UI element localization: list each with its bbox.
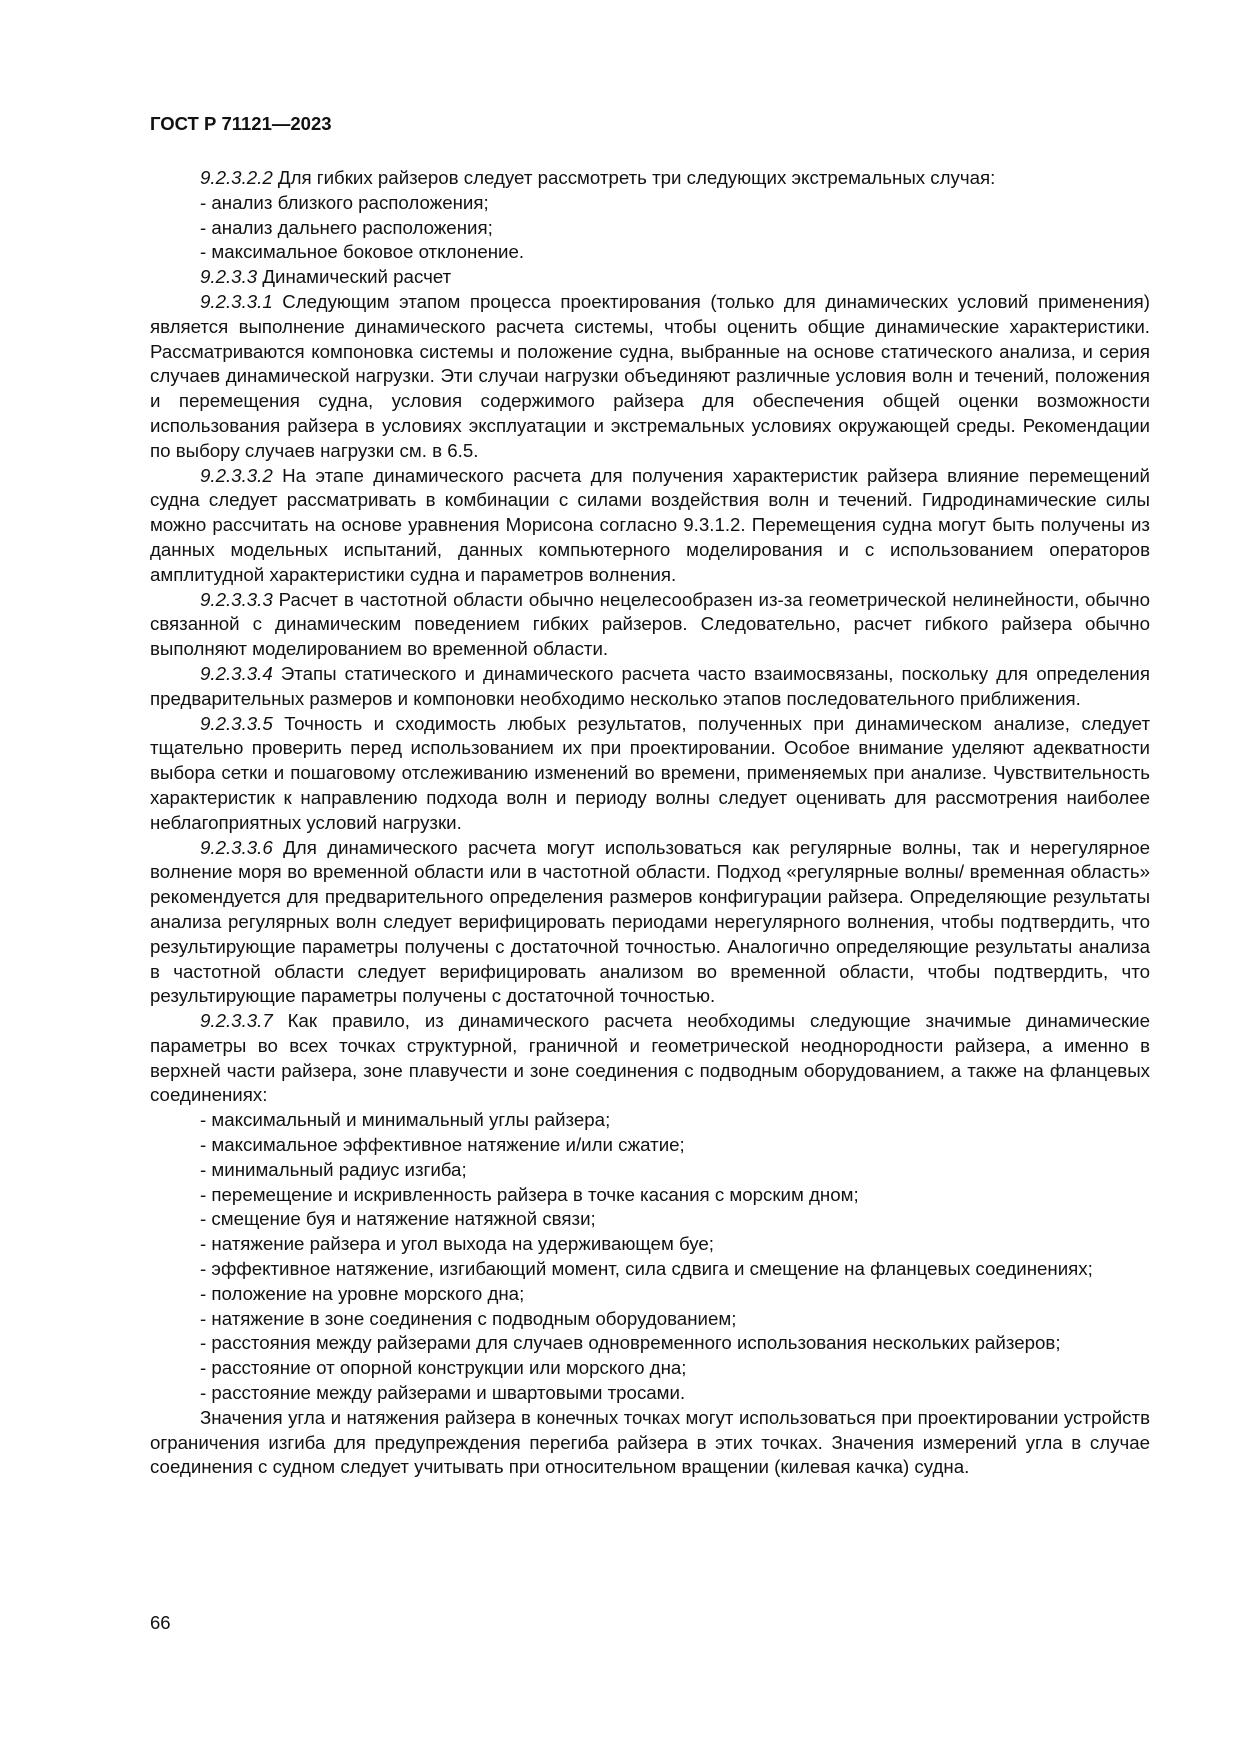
list-item-text: - расстояние между райзерами и швартовыми тросами.: [200, 1382, 686, 1404]
page-number: 66: [150, 1612, 171, 1633]
list-item-text: - максимальное эффективное натяжение и/или сжатие;: [200, 1134, 685, 1156]
clause-paragraph: [150, 836, 1150, 1010]
clause-paragraph: [150, 588, 1150, 662]
document-header: ГОСТ Р 71121—2023: [150, 113, 332, 134]
list-item-text: - анализ близкого расположения;: [200, 191, 489, 213]
list-item: [150, 1232, 1150, 1257]
clause-text: Точность и сходимость любых результатов, полученных при динамическом анализе, следует тщательно проверить перед использованием их при проектировании. Особое внимание уделяют адекватности выбора сетки и пошаговому отслеживанию изменений во времени, применяемых при анализе. Чувствительность характеристик к направлению подхода волн и периоду волны следует оценивать для рассмотрения наиболее неблагоприятных условий нагрузки.: [150, 712, 1150, 833]
clause-paragraph: [150, 290, 1150, 464]
list-item: [150, 1331, 1150, 1356]
clause-paragraph: [150, 662, 1150, 712]
list-item-text: - эффективное натяжение, изгибающий момент, сила сдвига и смещение на фланцевых соединениях;: [200, 1258, 1093, 1280]
list-item-text: - натяжение райзера и угол выхода на удерживающем буе;: [200, 1233, 715, 1255]
list-item: [150, 1307, 1150, 1332]
clause-number: 9.2.3.3: [200, 266, 258, 288]
clause-number: 9.2.3.2.2: [200, 167, 273, 188]
clause-number: 9.2.3.3.1: [200, 290, 273, 312]
clause-heading: [150, 265, 1150, 290]
body-paragraph: [150, 1406, 1150, 1480]
list-item: [150, 1133, 1150, 1158]
list-item: [150, 1282, 1150, 1307]
clause-text: Следующим этапом процесса проектирования (только для динамических условий применения) является выполнение динамического расчета системы, чтобы оценить общие динамические характеристики. Рассматриваются компоновка системы и положение судна, выбранные на основе статического анализа, и серия случаев динамической нагрузки. Эти случаи нагрузки объединяют различные условия волн и течений, положения и перемещения судна, условия содержимого райзера для обеспечения общей оценки возможности использования райзера в условиях эксплуатации и экстремальных условиях окружающей среды. Рекомендации по выбору случаев нагрузки см. в 6.5.: [150, 290, 1150, 461]
clause-number: 9.2.3.3.3: [200, 588, 273, 610]
document-page: [150, 112, 1150, 1480]
list-item: [150, 1356, 1150, 1381]
clause-paragraph: [150, 1009, 1150, 1108]
clause-text: Для гибких райзеров следует рассмотреть три следующих экстремальных случая:: [272, 167, 996, 188]
list-item-text: - перемещение и искривленность райзера в точке касания с морским дном;: [200, 1183, 859, 1205]
clause-text: Для динамического расчета могут использоваться как регулярные волны, так и нерегулярное волнение моря во временной области или в частотной области. Подход «регулярные волны/ временная область» рекомендуется для предварительного определения размеров конфигурации райзера. Определяющие результаты анализа регулярных волн следует верифицировать периодами нерегулярного волнения, чтобы подтвердить, что результирующие параметры получены с достаточной точностью. Аналогично определяющие результаты анализа в частотной области следует верифицировать анализом во временной области, чтобы подтвердить, что результирующие параметры получены с достаточной точностью.: [150, 836, 1150, 1007]
list-item-text: - анализ дальнего расположения;: [200, 216, 493, 238]
clause-paragraph: [150, 712, 1150, 836]
list-item-text: - положение на уровне морского дна;: [200, 1282, 525, 1304]
list-item-text: - минимальный радиус изгиба;: [200, 1158, 467, 1180]
clause-paragraph: [150, 166, 1150, 191]
clause-number: 9.2.3.3.4: [200, 662, 273, 684]
list-item: [150, 191, 1150, 216]
list-item: [150, 1381, 1150, 1406]
list-item: [150, 240, 1150, 265]
list-item-text: - натяжение в зоне соединения с подводным оборудованием;: [200, 1307, 737, 1329]
list-item: [150, 1158, 1150, 1183]
clause-text: Динамический расчет: [257, 266, 452, 288]
list-item: [150, 1257, 1150, 1282]
clause-text: Этапы статического и динамического расчета часто взаимосвязаны, поскольку для определения предварительных размеров и компоновки необходимо несколько этапов последовательного приближения.: [150, 662, 1150, 709]
clause-number: 9.2.3.3.7: [200, 1010, 273, 1032]
clause-number: 9.2.3.3.6: [200, 836, 273, 858]
list-item: [150, 1183, 1150, 1208]
clause-text: Расчет в частотной области обычно нецелесообразен из-за геометрической нелинейности, обычно связанной с динамическим поведением гибких райзеров. Следовательно, расчет гибкого райзера обычно выполняют моделированием во временной области.: [150, 588, 1150, 660]
paragraph-text: Значения угла и натяжения райзера в конечных точках могут использоваться при проектировании устройств ограничения изгиба для предупреждения перегиба райзера в этих точках. Значения измерений угла в случае соединения с судном следует учитывать при относительном вращении (килевая качка) судна.: [150, 1406, 1150, 1478]
list-item-text: - расстояния между райзерами для случаев одновременного использования нескольких райзеров;: [200, 1332, 1061, 1354]
list-item: [150, 1207, 1150, 1232]
clause-number: 9.2.3.3.2: [200, 464, 273, 486]
clause-paragraph: [150, 464, 1150, 588]
list-item: [150, 216, 1150, 241]
list-item: [150, 1108, 1150, 1133]
list-item-text: - максимальное боковое отклонение.: [200, 241, 525, 263]
clause-text: На этапе динамического расчета для получения характеристик райзера влияние перемещений судна следует рассматривать в комбинации с силами воздействия волн и течений. Гидродинамические силы можно рассчитать на основе уравнения Морисона согласно 9.3.1.2. Перемещения судна могут быть получены из данных модельных испытаний, данных компьютерного моделирования и с использованием операторов амплитудной характеристики судна и параметров волнения.: [150, 464, 1150, 585]
list-item-text: - смещение буя и натяжение натяжной связи;: [200, 1208, 596, 1230]
list-item-text: - максимальный и минимальный углы райзера;: [200, 1109, 611, 1131]
clause-number: 9.2.3.3.5: [200, 712, 273, 734]
list-item-text: - расстояние от опорной конструкции или морского дна;: [200, 1357, 687, 1379]
document-body: [150, 166, 1150, 1480]
clause-text: Как правило, из динамического расчета необходимы следующие значимые динамические параметры во всех точках структурной, граничной и геометрической неоднородности райзера, а именно в верхней части райзера, зоне плавучести и зоне соединения с подводным оборудованием, а также на фланцевых соединениях:: [150, 1010, 1150, 1106]
